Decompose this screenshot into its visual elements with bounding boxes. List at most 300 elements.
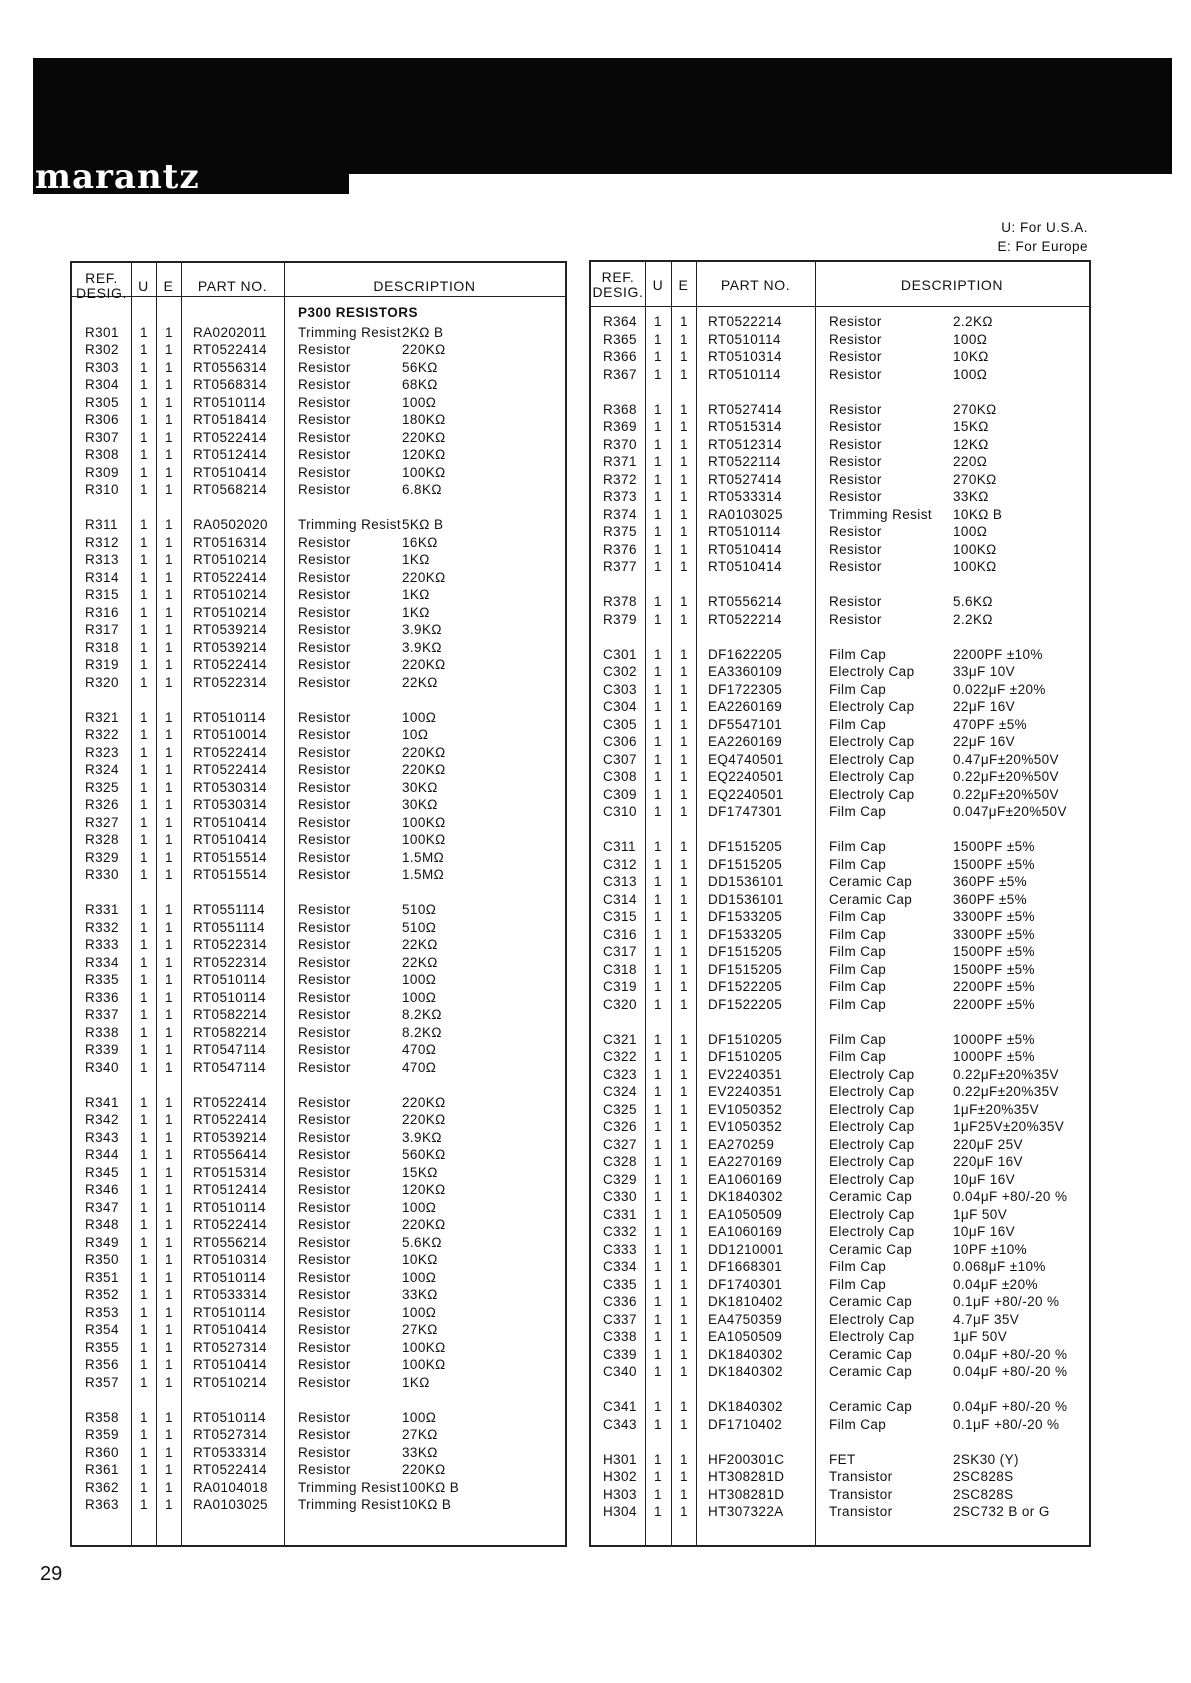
table-row — [72, 482, 565, 500]
part-type: Resistor — [298, 1339, 351, 1355]
table-row — [72, 990, 565, 1008]
part-number: RT0510114 — [193, 972, 266, 987]
table-row — [72, 1340, 565, 1358]
qty-e: 1 — [165, 709, 173, 725]
ref-desig: C330 — [603, 1189, 637, 1204]
ref-desig: R378 — [603, 594, 637, 609]
table-row — [72, 1060, 565, 1078]
qty-u: 1 — [654, 1154, 662, 1169]
qty-u: 1 — [654, 751, 662, 767]
table-row — [72, 1112, 565, 1130]
table-row — [72, 867, 565, 885]
table-row — [591, 349, 1089, 367]
qty-u: 1 — [654, 1486, 662, 1502]
ref-desig: R373 — [603, 489, 637, 504]
qty-e: 1 — [165, 412, 173, 427]
qty-e: 1 — [680, 454, 688, 469]
part-number: EQ2240501 — [708, 769, 784, 784]
qty-u: 1 — [654, 734, 662, 749]
part-value: 1500PF ±5% — [953, 961, 1035, 977]
qty-u: 1 — [140, 1322, 148, 1337]
part-number: RA0103025 — [193, 1497, 268, 1512]
ref-desig: R330 — [85, 867, 119, 882]
part-value: 12KΩ — [953, 436, 989, 452]
table-row — [591, 1347, 1089, 1365]
part-type: Resistor — [298, 1094, 351, 1110]
qty-e: 1 — [680, 804, 688, 819]
qty-e: 1 — [680, 716, 688, 732]
part-type: Resistor — [829, 471, 882, 487]
part-type: Electroly Cap — [829, 1311, 915, 1327]
part-type: Trimming Resist — [298, 324, 402, 340]
qty-e: 1 — [165, 779, 173, 795]
legend-usa: U: For U.S.A. — [1001, 220, 1088, 235]
table-row — [591, 664, 1089, 682]
part-value: 16KΩ — [402, 534, 438, 550]
part-value: 0.047μF±20%50V — [953, 804, 1067, 819]
ref-desig: R363 — [85, 1497, 119, 1512]
table-row — [72, 955, 565, 973]
part-value: 33KΩ — [402, 1287, 438, 1302]
table-row — [591, 612, 1089, 630]
qty-u: 1 — [140, 744, 148, 760]
qty-u: 1 — [654, 961, 662, 977]
part-number: DF1622205 — [708, 646, 783, 662]
part-number: DF5547101 — [708, 716, 783, 732]
ref-desig: R320 — [85, 674, 119, 690]
part-value: 510Ω — [402, 919, 437, 935]
part-type: Resistor — [829, 366, 882, 382]
table-row — [72, 1410, 565, 1428]
part-type: Resistor — [829, 611, 882, 627]
part-type: Film Cap — [829, 1276, 887, 1292]
qty-u: 1 — [654, 1294, 662, 1309]
table-row — [591, 1102, 1089, 1120]
ref-desig: R318 — [85, 639, 119, 655]
part-number: RT0510214 — [193, 1374, 267, 1390]
part-type: Trimming Resist — [298, 517, 402, 532]
part-value: 0.04μF +80/-20 % — [953, 1189, 1068, 1204]
part-number: EV1050352 — [708, 1119, 783, 1134]
table-row — [72, 1287, 565, 1305]
qty-u: 1 — [140, 1042, 148, 1057]
ref-desig: R325 — [85, 779, 119, 795]
ref-desig: C324 — [603, 1084, 637, 1099]
part-type: Electroly Cap — [829, 734, 915, 749]
ref-desig: C303 — [603, 681, 637, 697]
part-number: DK1840302 — [708, 1346, 783, 1362]
qty-e: 1 — [680, 961, 688, 977]
table-row — [72, 1480, 565, 1498]
qty-e: 1 — [680, 786, 688, 802]
qty-u: 1 — [654, 594, 662, 609]
part-type: Resistor — [298, 639, 351, 655]
qty-e: 1 — [680, 856, 688, 872]
qty-u: 1 — [654, 1346, 662, 1362]
qty-e: 1 — [165, 324, 173, 340]
table-row — [591, 1172, 1089, 1190]
part-value: 0.068μF ±10% — [953, 1259, 1046, 1274]
part-type: Resistor — [298, 359, 351, 375]
qty-e: 1 — [165, 342, 173, 357]
qty-e: 1 — [165, 674, 173, 690]
part-value: 68KΩ — [402, 377, 438, 392]
part-number: RT0522414 — [193, 1094, 267, 1110]
table-row — [72, 1165, 565, 1183]
qty-e: 1 — [165, 587, 173, 602]
qty-e: 1 — [680, 1101, 688, 1117]
qty-u: 1 — [654, 366, 662, 382]
part-type: Film Cap — [829, 1031, 887, 1047]
table-row — [72, 342, 565, 360]
part-number: EA2260169 — [708, 699, 783, 714]
part-type: Electroly Cap — [829, 1119, 915, 1134]
ref-desig: R349 — [85, 1234, 119, 1250]
part-number: RT0515314 — [193, 1164, 267, 1180]
table-row — [72, 552, 565, 570]
qty-u: 1 — [654, 716, 662, 732]
table-row — [72, 1427, 565, 1445]
ref-desig: H301 — [603, 1451, 637, 1467]
part-type: Film Cap — [829, 909, 887, 924]
ref-desig: C317 — [603, 944, 637, 959]
qty-e: 1 — [165, 832, 173, 847]
qty-e: 1 — [165, 1374, 173, 1390]
qty-e: 1 — [680, 1364, 688, 1379]
qty-e: 1 — [680, 681, 688, 697]
ref-desig: C302 — [603, 664, 637, 679]
qty-e: 1 — [680, 331, 688, 347]
qty-e: 1 — [165, 1497, 173, 1512]
legend-europe: E: For Europe — [997, 239, 1088, 254]
part-number: RT0522314 — [193, 937, 267, 952]
part-number: RT0551114 — [193, 902, 265, 917]
ref-desig: R305 — [85, 394, 119, 410]
part-type: Resistor — [829, 541, 882, 557]
qty-e: 1 — [680, 349, 688, 364]
part-value: 180KΩ — [402, 412, 446, 427]
qty-e: 1 — [680, 1294, 688, 1309]
part-number: RT0539214 — [193, 1129, 267, 1145]
table-row — [591, 769, 1089, 787]
part-type: Electroly Cap — [829, 1101, 915, 1117]
ref-desig: C329 — [603, 1171, 637, 1187]
part-number: RT0522414 — [193, 1462, 267, 1477]
part-number: EA4750359 — [708, 1311, 783, 1327]
part-number: RT0582214 — [193, 1007, 267, 1022]
table-row — [591, 909, 1089, 927]
qty-e: 1 — [680, 1119, 688, 1134]
part-type: Ceramic Cap — [829, 1241, 913, 1257]
qty-u: 1 — [654, 839, 662, 854]
ref-desig: R372 — [603, 471, 637, 487]
part-number: RT0522314 — [193, 954, 267, 970]
table-row — [72, 377, 565, 395]
part-value: 100Ω — [402, 989, 437, 1005]
part-value: 100Ω — [402, 1409, 437, 1425]
part-value: 10PF ±10% — [953, 1241, 1028, 1257]
part-type: Resistor — [298, 464, 351, 480]
part-type: Resistor — [298, 727, 351, 742]
qty-u: 1 — [654, 1259, 662, 1274]
part-type: FET — [829, 1451, 856, 1467]
part-value: 1KΩ — [402, 1374, 430, 1390]
qty-e: 1 — [680, 751, 688, 767]
part-number: RT0510414 — [193, 464, 267, 480]
qty-u: 1 — [140, 867, 148, 882]
part-type: Resistor — [829, 419, 882, 434]
part-type: Resistor — [298, 937, 351, 952]
qty-u: 1 — [654, 1329, 662, 1344]
page-number: 29 — [40, 1563, 63, 1585]
qty-e: 1 — [165, 1094, 173, 1110]
qty-u: 1 — [654, 664, 662, 679]
part-type: Trimming Resist — [829, 506, 933, 522]
ref-desig: R336 — [85, 989, 119, 1005]
header-label: PART NO. — [197, 278, 268, 294]
part-number: DF1710402 — [708, 1416, 783, 1432]
part-number: DF1722305 — [708, 681, 783, 697]
qty-u: 1 — [654, 419, 662, 434]
qty-u: 1 — [654, 1066, 662, 1082]
qty-e: 1 — [680, 366, 688, 382]
qty-u: 1 — [140, 412, 148, 427]
part-value: 100Ω — [402, 1269, 437, 1285]
qty-u: 1 — [654, 1364, 662, 1379]
part-value: 220KΩ — [402, 762, 446, 777]
part-type: Resistor — [298, 1374, 351, 1390]
qty-e: 1 — [165, 1182, 173, 1197]
ref-desig: R327 — [85, 814, 119, 830]
qty-u: 1 — [140, 937, 148, 952]
qty-e: 1 — [680, 664, 688, 679]
part-number: RT0527414 — [708, 471, 782, 487]
table-row — [72, 430, 565, 448]
part-number: RT0547114 — [193, 1059, 266, 1075]
part-type: Resistor — [298, 814, 351, 830]
header-divider — [591, 306, 1089, 307]
qty-e: 1 — [165, 1164, 173, 1180]
ref-desig: R344 — [85, 1147, 119, 1162]
part-type: Resistor — [298, 622, 351, 637]
part-number: RT0510214 — [193, 552, 267, 567]
ref-desig: R358 — [85, 1409, 119, 1425]
qty-e: 1 — [165, 464, 173, 480]
ref-desig: R338 — [85, 1024, 119, 1040]
qty-u: 1 — [654, 401, 662, 417]
part-type: Electroly Cap — [829, 699, 915, 714]
ref-desig: R361 — [85, 1462, 119, 1477]
part-value: 2SC828S — [953, 1469, 1014, 1484]
qty-e: 1 — [165, 1024, 173, 1040]
qty-u: 1 — [140, 1147, 148, 1162]
qty-u: 1 — [654, 1451, 662, 1467]
table-row — [591, 507, 1089, 525]
table-row — [72, 1322, 565, 1340]
qty-u: 1 — [654, 979, 662, 994]
qty-u: 1 — [140, 377, 148, 392]
part-value: 10KΩ — [402, 1252, 438, 1267]
part-value: 220KΩ — [402, 569, 446, 585]
part-type: Film Cap — [829, 944, 887, 959]
qty-u: 1 — [140, 1479, 148, 1495]
part-value: 560KΩ — [402, 1147, 446, 1162]
ref-desig: R323 — [85, 744, 119, 760]
ref-desig: C308 — [603, 769, 637, 784]
ref-desig: C336 — [603, 1294, 637, 1309]
part-value: 1μF 50V — [953, 1206, 1008, 1222]
part-number: RT0522414 — [193, 342, 267, 357]
table-row — [72, 640, 565, 658]
ref-desig: C307 — [603, 751, 637, 767]
ref-desig: C301 — [603, 646, 637, 662]
part-value: 1KΩ — [402, 604, 430, 620]
part-type: Electroly Cap — [829, 1154, 915, 1169]
part-value: 22KΩ — [402, 937, 438, 952]
qty-e: 1 — [165, 1234, 173, 1250]
qty-u: 1 — [654, 611, 662, 627]
part-type: Resistor — [298, 972, 351, 987]
qty-e: 1 — [680, 594, 688, 609]
part-type: Electroly Cap — [829, 1084, 915, 1099]
qty-e: 1 — [165, 517, 173, 532]
qty-e: 1 — [165, 1479, 173, 1495]
part-number: RT0515514 — [193, 849, 267, 865]
part-number: DK1840302 — [708, 1364, 783, 1379]
table-row — [72, 517, 565, 535]
qty-u: 1 — [140, 447, 148, 462]
table-row — [72, 605, 565, 623]
qty-e: 1 — [680, 1171, 688, 1187]
part-number: RT0522314 — [193, 674, 267, 690]
ref-desig: C327 — [603, 1136, 637, 1152]
ref-desig: R313 — [85, 552, 119, 567]
table-row — [591, 454, 1089, 472]
part-value: 2.2KΩ — [953, 314, 993, 329]
part-number: RT0510414 — [193, 1357, 267, 1372]
qty-e: 1 — [680, 944, 688, 959]
qty-e: 1 — [680, 1084, 688, 1099]
qty-u: 1 — [654, 909, 662, 924]
ref-desig: R312 — [85, 534, 119, 550]
part-value: 100KΩ — [402, 814, 446, 830]
part-value: 10KΩ B — [953, 506, 1003, 522]
part-type: Resistor — [298, 709, 351, 725]
qty-u: 1 — [654, 926, 662, 942]
part-number: EQ2240501 — [708, 786, 784, 802]
table-row — [591, 857, 1089, 875]
table-row — [72, 815, 565, 833]
part-number: EA3360109 — [708, 664, 783, 679]
part-number: RT0527314 — [193, 1427, 267, 1442]
part-type: Resistor — [298, 604, 351, 620]
part-type: Resistor — [298, 1042, 351, 1057]
qty-e: 1 — [680, 1329, 688, 1344]
part-value: 0.22μF±20%35V — [953, 1084, 1059, 1099]
part-type: Film Cap — [829, 1416, 887, 1432]
part-number: RT0533314 — [193, 1444, 267, 1460]
part-number: RA0104018 — [193, 1479, 268, 1495]
ref-desig: H302 — [603, 1469, 637, 1484]
qty-u: 1 — [654, 524, 662, 539]
ref-desig: R342 — [85, 1112, 119, 1127]
ref-desig: R301 — [85, 324, 119, 340]
part-value: 1.5MΩ — [402, 867, 445, 882]
part-number: EV2240351 — [708, 1066, 783, 1082]
qty-e: 1 — [165, 552, 173, 567]
part-type: Resistor — [298, 867, 351, 882]
qty-u: 1 — [140, 1497, 148, 1512]
qty-e: 1 — [680, 419, 688, 434]
qty-e: 1 — [680, 909, 688, 924]
table-row — [591, 874, 1089, 892]
qty-e: 1 — [165, 1269, 173, 1285]
qty-u: 1 — [140, 1304, 148, 1320]
part-number: RA0502020 — [193, 517, 268, 532]
ref-desig: R315 — [85, 587, 119, 602]
qty-u: 1 — [140, 674, 148, 690]
part-value: 10KΩ — [953, 349, 989, 364]
qty-u: 1 — [654, 786, 662, 802]
part-number: RT0556214 — [708, 594, 782, 609]
table-row — [72, 1357, 565, 1375]
part-type: Resistor — [829, 489, 882, 504]
qty-u: 1 — [654, 1171, 662, 1187]
part-type: Resistor — [298, 482, 351, 497]
part-value: 33KΩ — [402, 1444, 438, 1460]
part-number: RT0530314 — [193, 779, 267, 795]
part-value: 1KΩ — [402, 552, 430, 567]
part-type: Trimming Resist — [298, 1497, 402, 1512]
qty-e: 1 — [165, 1409, 173, 1425]
part-value: 1500PF ±5% — [953, 839, 1035, 854]
qty-e: 1 — [680, 401, 688, 417]
part-type: Resistor — [298, 762, 351, 777]
part-number: RT0527314 — [193, 1339, 267, 1355]
header-ref-desig — [72, 271, 131, 301]
table-row — [72, 675, 565, 693]
part-type: Ceramic Cap — [829, 1364, 913, 1379]
part-number: RA0202011 — [193, 324, 267, 340]
header-divider — [72, 296, 565, 297]
part-type: Resistor — [298, 1112, 351, 1127]
table-row — [591, 699, 1089, 717]
part-number: RT0522414 — [193, 1112, 267, 1127]
table-row — [591, 1242, 1089, 1260]
qty-e: 1 — [680, 1486, 688, 1502]
part-value: 2SC828S — [953, 1486, 1014, 1502]
part-value: 100KΩ B — [402, 1479, 460, 1495]
ref-desig: R356 — [85, 1357, 119, 1372]
ref-desig: R326 — [85, 797, 119, 812]
part-type: Resistor — [298, 1357, 351, 1372]
part-value: 100KΩ — [953, 559, 997, 574]
part-number: RT0582214 — [193, 1024, 267, 1040]
table-row — [591, 489, 1089, 507]
header-description — [284, 279, 565, 294]
qty-e: 1 — [680, 646, 688, 662]
ref-desig: C331 — [603, 1206, 637, 1222]
qty-u: 1 — [654, 506, 662, 522]
qty-e: 1 — [165, 1217, 173, 1232]
part-number: DF1747301 — [708, 804, 783, 819]
qty-e: 1 — [680, 1206, 688, 1222]
ref-desig: C318 — [603, 961, 637, 977]
part-number: RT0512314 — [708, 436, 782, 452]
ref-desig: C322 — [603, 1049, 637, 1064]
part-value: 27KΩ — [402, 1427, 438, 1442]
part-number: RT0522414 — [193, 569, 267, 585]
